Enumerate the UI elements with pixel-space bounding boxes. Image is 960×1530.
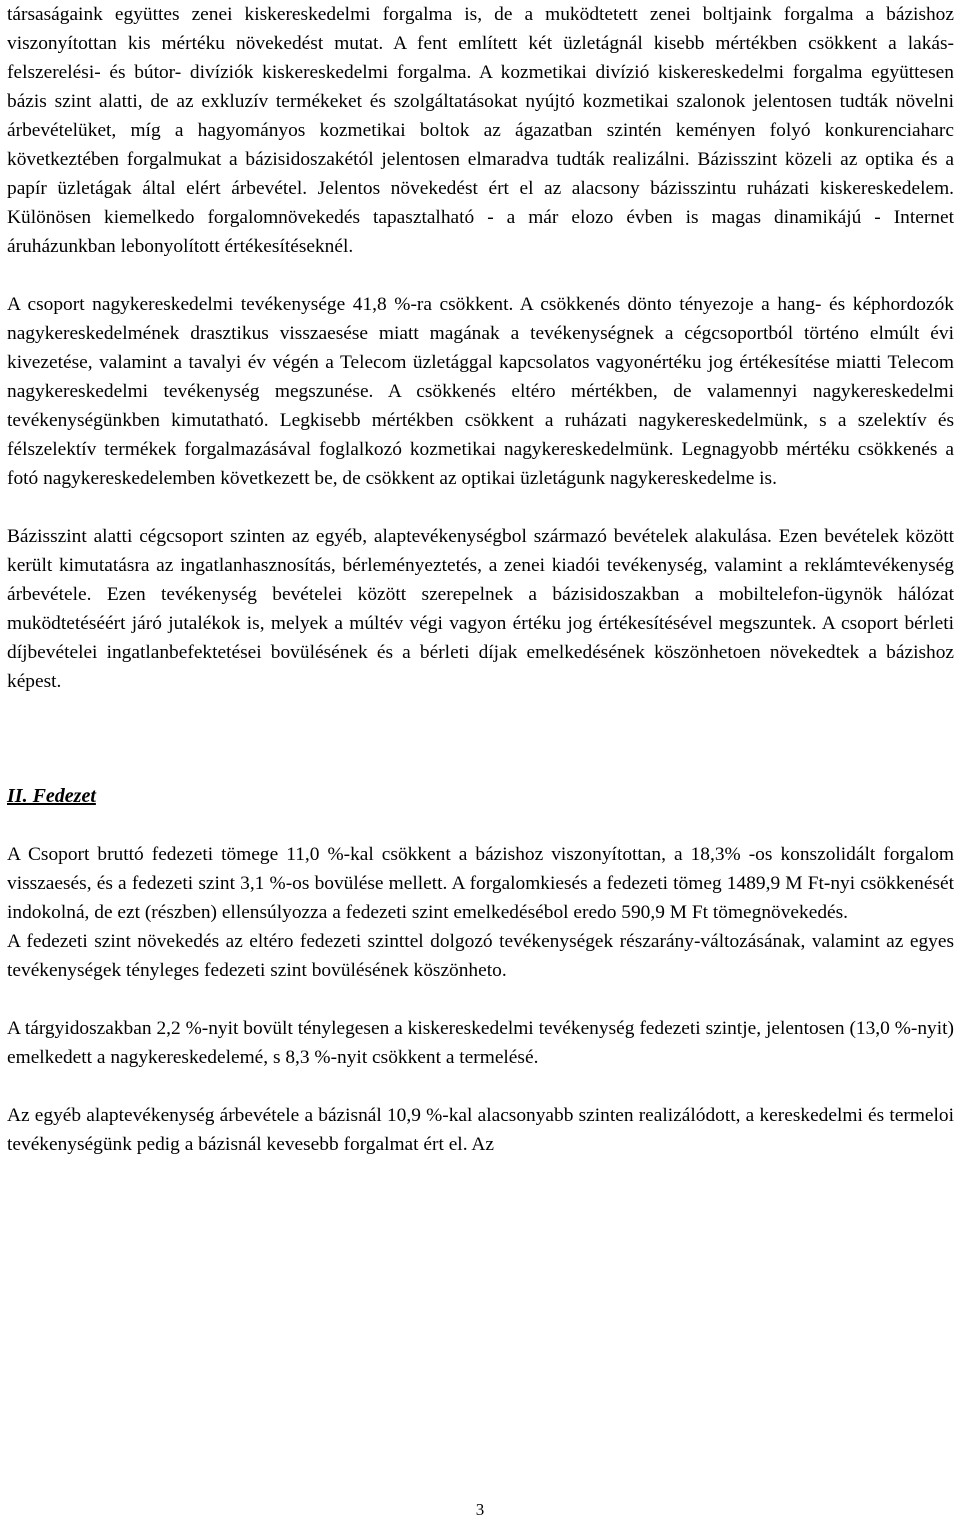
section-heading: II. Fedezet xyxy=(7,785,96,807)
section-spacer xyxy=(7,696,954,782)
page-number: 3 xyxy=(475,1500,485,1519)
paragraph-retail: társaságaink együttes zenei kiskereskedelmi forgalma is, de a muködtetett zenei boltjaink forgalma a bázishoz viszonyítottan kis mértéku növekedést mutat. A fent említett két üzletágnál kisebb mértékben csökkent a lakás-felszerelési- és bútor- divíziók kiskereskedelmi forgalma. A kozmetikai divízió kiskereskedelmi forgalma együttesen bázis szint alatti, de az exkluzív termékeket és szolgáltatásokat nyújtó kozmetikai szalonok jelentosen tudták növelni árbevételüket, míg a hagyományos kozmetikai boltok az ágazatban szintén keményen folyó konkurenciaharc következtében forgalmukat a bázisidoszakétól jelentosen elmaradva tudták realizálni. Bázisszint közeli az optika és a papír üzletágak által elért árbevétel. Jelentos növekedést ért el az alacsony bázisszintu ruházati kiskereskedelem. Különösen kiemelkedo forgalomnövekedés tapasztalható - a már elozo évben is magas dinamikájú - Internet áruházunkban lebonyolított értékesítéseknél. xyxy=(7,4,954,257)
paragraph-period-margin: A tárgyidoszakban 2,2 %-nyit bovült ténylegesen a kiskereskedelmi tevékenység fedezeti szintje, jelentosen (13,0 %-nyit) emelkedett a nagykereskedelemé, s 8,3 %-nyit csökkent a termelésé. xyxy=(7,1018,954,1068)
paragraph-other-revenue: Bázisszint alatti cégcsoport szinten az egyéb, alaptevékenységbol származó bevételek alakulása. Ezen bevételek között került kimutatásra az ingatlanhasznosítás, bérleményeztetés, a zenei kiadói tevékenység, valamint a reklámtevékenység árbevétele. Ezen tevékenység bevételei között szerepelnek a bázisidoszakban a mobiltelefon-ügynök hálózat muködtetéséért járó jutalékok is, melyek a múltév végi vagyon értéku jog értékesítésével megszuntek. A csoport bérleti díjbevételei ingatlanbefektetései bovülésének és a bérleti díjak emelkedésének köszönhetoen növekedtek a bázishoz képest. xyxy=(7,526,954,692)
paragraph-spacer xyxy=(7,811,954,840)
paragraph-spacer xyxy=(7,493,954,522)
paragraph-spacer xyxy=(7,1072,954,1101)
paragraph-spacer xyxy=(7,985,954,1014)
paragraph-gross-margin: A Csoport bruttó fedezeti tömege 11,0 %-kal csökkent a bázishoz viszonyítottan, a 18,3% -os konszolidált forgalom visszaesés, és a fedezeti szint 3,1 %-os bovülése mellett. A forgalomkiesés a fedezeti tömeg 1489,9 M Ft-nyi csökkenését indokolná, de ezt (részben) ellensúlyozza a fedezeti szint emelkedésébol eredo 590,9 M Ft tömegnövekedés. xyxy=(7,844,954,923)
paragraph-core-activity: Az egyéb alaptevékenység árbevétele a bázisnál 10,9 %-kal alacsonyabb szinten realizálódott, a kereskedelmi és termeloi tevékenységünk pedig a bázisnál kevesebb forgalmat ért el. Az xyxy=(7,1105,954,1155)
paragraph-margin-level: A fedezeti szint növekedés az eltéro fedezeti szinttel dolgozó tevékenységek részarány-változásának, valamint az egyes tevékenységek tényleges fedezeti szint bovülésének köszönheto. xyxy=(7,931,954,981)
paragraph-spacer xyxy=(7,261,954,290)
paragraph-wholesale: A csoport nagykereskedelmi tevékenysége 41,8 %-ra csökkent. A csökkenés dönto tényezoje a hang- és képhordozók nagykereskedelmének drasztikus visszaesése miatt magának a tevékenységnek a cégcsoportból történo elmúlt évi kivezetése, valamint a tavalyi év végén a Telecom üzletággal kapcsolatos vagyonértéku jog értékesítése miatti Telecom nagykereskedelmi tevékenység megszunése. A csökkenés eltéro mértékben, de valamennyi nagykereskedelmi tevékenységünkben kimutatható. Legkisebb mértékben csökkent a ruházati nagykereskedelmünk, s a szelektív és félszelektív termékek forgalmazásával foglalkozó kozmetikai nagykereskedelmünk. Legnagyobb mértéku csökkenés a fotó nagykereskedelemben következett be, de csökkent az optikai üzletágunk nagykereskedelme is. xyxy=(7,294,954,489)
